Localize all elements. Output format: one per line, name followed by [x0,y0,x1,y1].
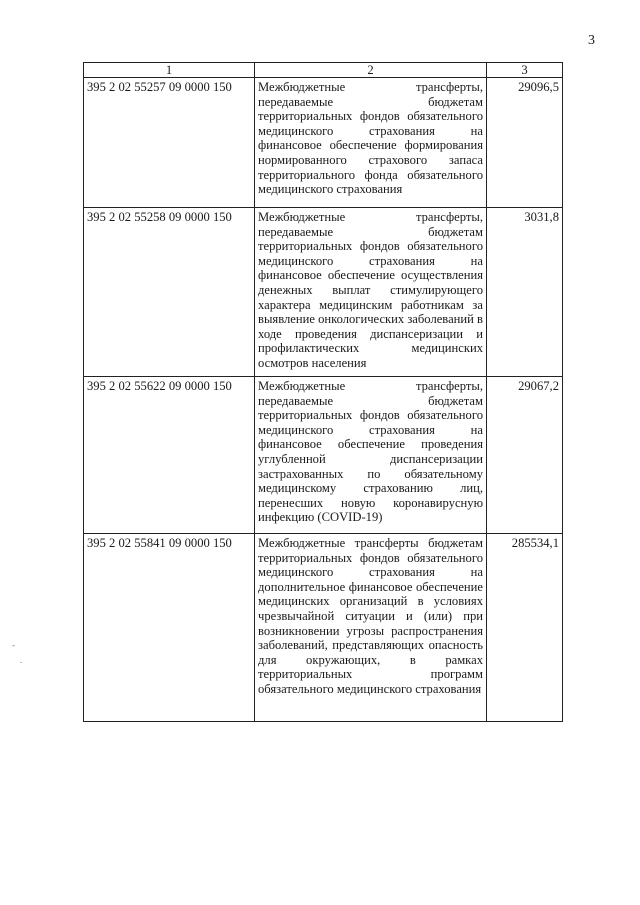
description-cell: Межбюджетные трансферты, передаваемые бюджетам территориальных фондов обязательного медицинского страхования на финансовое обеспечение формирования нормированного страхового запаса территориального фонда обязательного медицинского страхования [255,78,487,208]
table-row [84,377,563,534]
column-header-code: 1 [84,63,255,78]
table-row [84,534,563,722]
budget-code-cell: 395 2 02 55622 09 0000 150 [84,377,255,534]
scan-speck: - [12,640,15,650]
table-row [84,208,563,377]
table-header-row [84,63,563,78]
amount-cell: 3031,8 [487,208,563,377]
page-number: 3 [588,33,595,48]
description-cell: Межбюджетные трансферты бюджетам территориальных фондов обязательного медицинского страхования на дополнительное финансовое обеспечение медицинских организаций в условиях чрезвычайной ситуации и (или) при возникновении угрозы распространения заболеваний, представляющих опасность для окружающих, в рамках территориальных программ обязательного медицинского страхования [255,534,487,722]
column-header-amount: 3 [487,63,563,78]
amount-cell: 29067,2 [487,377,563,534]
budget-code-cell: 395 2 02 55258 09 0000 150 [84,208,255,377]
budget-transfers-table [83,62,563,722]
column-header-description: 2 [255,63,487,78]
amount-cell: 29096,5 [487,78,563,208]
budget-code-cell: 395 2 02 55257 09 0000 150 [84,78,255,208]
table-row [84,78,563,208]
description-cell: Межбюджетные трансферты, передаваемые бюджетам территориальных фондов обязательного медицинского страхования на финансовое обеспечение проведения углубленной диспансеризации застрахованных по обязательному медицинскому страхованию лиц, перенесших новую коронавирусную инфекцию (COVID-19) [255,377,487,534]
budget-code-cell: 395 2 02 55841 09 0000 150 [84,534,255,722]
description-cell: Межбюджетные трансферты, передаваемые бюджетам территориальных фондов обязательного медицинского страхования на финансовое обеспечение осуществления денежных выплат стимулирующего характера медицинским работникам за выявление онкологических заболеваний в ходе проведения диспансеризации и профилактических медицинских осмотров населения [255,208,487,377]
amount-cell: 285534,1 [487,534,563,722]
scan-speck: . [20,655,23,665]
